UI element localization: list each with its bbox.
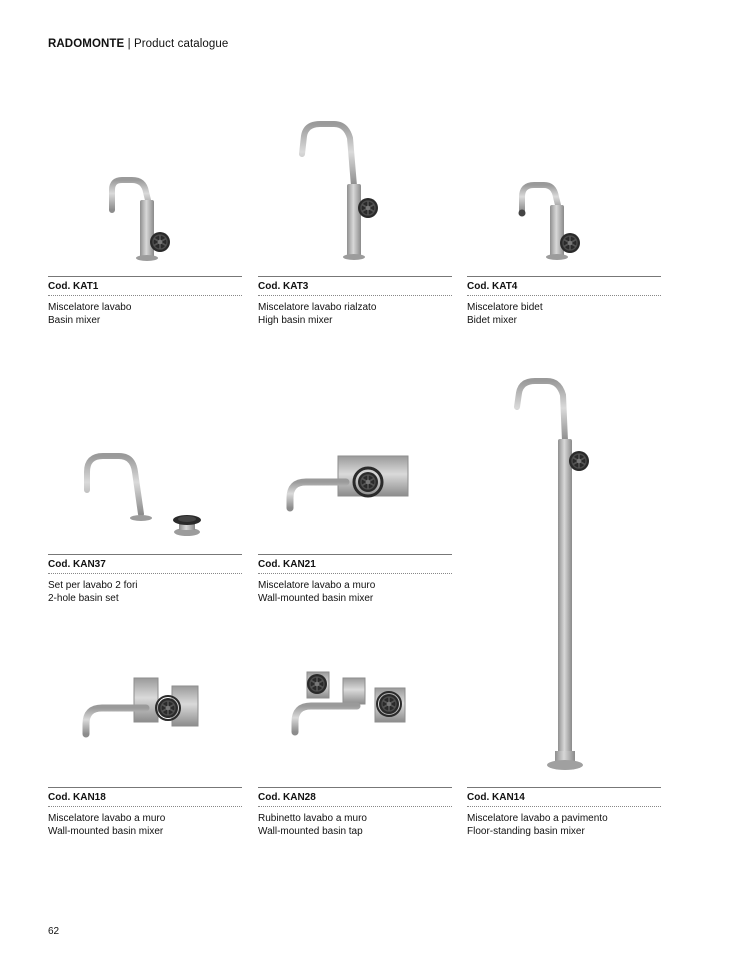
- product-code: Cod. KAN28: [258, 787, 452, 807]
- high-basin-mixer-tap-icon: [290, 118, 390, 263]
- catalogue-title: Product catalogue: [133, 38, 229, 50]
- two-hole-basin-set-icon: [75, 448, 215, 543]
- product-code: Cod. KAT4: [467, 276, 661, 296]
- product-code: Cod. KAN14: [467, 787, 661, 807]
- product-code: Cod. KAN18: [48, 787, 242, 807]
- basin-mixer-tap-icon: [100, 170, 180, 265]
- product-name-en: Basin mixer: [48, 314, 101, 326]
- product-name-en: High basin mixer: [258, 314, 333, 326]
- product-name-it: Miscelatore lavabo a pavimento: [467, 813, 608, 824]
- product-kan28: [258, 787, 452, 847]
- product-kat3: [258, 276, 452, 336]
- product-name-it: Miscelatore lavabo a muro: [258, 580, 376, 591]
- bidet-mixer-tap-icon: [510, 175, 590, 265]
- wall-mounted-mixer-icon: [80, 672, 210, 747]
- product-kan18: [48, 787, 242, 847]
- product-name-it: Miscelatore lavabo a muro: [48, 813, 166, 824]
- product-name-en: Wall-mounted basin mixer: [48, 825, 164, 837]
- product-name-en: Wall-mounted basin tap: [258, 825, 363, 837]
- product-name-en: Bidet mixer: [467, 314, 518, 326]
- product-kan14: [467, 787, 661, 847]
- product-name-it: Miscelatore bidet: [467, 302, 543, 313]
- header-separator: |: [124, 38, 134, 50]
- product-kat1: [48, 276, 242, 336]
- floor-standing-mixer-icon: [505, 375, 605, 775]
- product-code: Cod. KAT1: [48, 276, 242, 296]
- product-kan21: [258, 554, 452, 614]
- wall-mounted-tap-icon: [287, 664, 417, 744]
- product-kan37: [48, 554, 242, 614]
- product-name-it: Set per lavabo 2 fori: [48, 580, 138, 591]
- product-name-it: Miscelatore lavabo: [48, 302, 132, 313]
- product-name-it: Rubinetto lavabo a muro: [258, 813, 367, 824]
- product-name-en: Wall-mounted basin mixer: [258, 592, 374, 604]
- product-code: Cod. KAT3: [258, 276, 452, 296]
- product-name-it: Miscelatore lavabo rialzato: [258, 302, 377, 313]
- product-name-en: Floor-standing basin mixer: [467, 825, 585, 837]
- page-number: 62: [48, 926, 60, 937]
- product-kat4: [467, 276, 661, 336]
- page-header: [48, 38, 228, 50]
- brand-name: RADOMONTE: [48, 38, 125, 50]
- wall-mounted-mixer-icon: [280, 448, 420, 523]
- product-code: Cod. KAN37: [48, 554, 242, 574]
- product-code: Cod. KAN21: [258, 554, 452, 574]
- product-name-en: 2-hole basin set: [48, 592, 119, 604]
